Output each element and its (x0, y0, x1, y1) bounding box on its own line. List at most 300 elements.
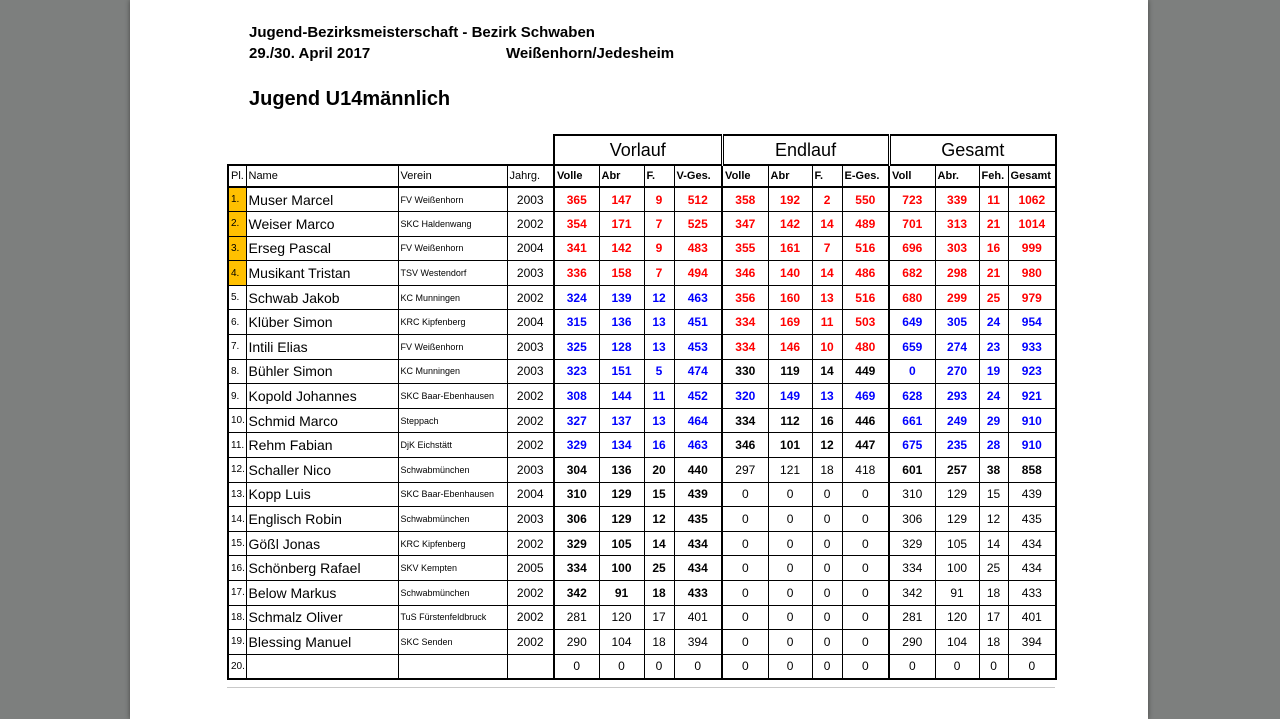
rank-cell: 1. (228, 187, 246, 212)
vorlauf-value-cell: 139 (599, 285, 644, 310)
vorlauf-value-cell: 151 (599, 359, 644, 384)
vorlauf-value-cell: 129 (599, 482, 644, 507)
year-cell: 2002 (507, 384, 554, 409)
gesamt-value-cell: 100 (935, 556, 979, 581)
gesamt-value-cell: 38 (979, 458, 1008, 483)
vorlauf-value-cell: 310 (554, 482, 599, 507)
gesamt-value-cell: 12 (979, 507, 1008, 532)
rank-cell: 3. (228, 236, 246, 261)
column-header-f-e: F. (812, 165, 842, 187)
gesamt-value-cell: 235 (935, 433, 979, 458)
gesamt-value-cell: 306 (889, 507, 935, 532)
vorlauf-value-cell: 7 (644, 261, 674, 286)
endlauf-value-cell: 2 (812, 187, 842, 212)
endlauf-value-cell: 112 (768, 408, 812, 433)
table-row (228, 433, 1056, 458)
gesamt-value-cell: 680 (889, 285, 935, 310)
club-cell: KC Munningen (398, 359, 507, 384)
gesamt-value-cell: 28 (979, 433, 1008, 458)
name-cell: Kopold Johannes (246, 384, 398, 409)
endlauf-value-cell: 14 (812, 212, 842, 237)
column-header-voll-g: Voll (889, 165, 935, 187)
year-cell: 2002 (507, 285, 554, 310)
vorlauf-value-cell: 171 (599, 212, 644, 237)
gesamt-value-cell: 249 (935, 408, 979, 433)
endlauf-value-cell: 320 (722, 384, 768, 409)
endlauf-value-cell: 0 (812, 630, 842, 655)
vorlauf-value-cell: 281 (554, 605, 599, 630)
gesamt-value-cell: 14 (979, 531, 1008, 556)
vorlauf-value-cell: 453 (674, 335, 722, 360)
document-title: Jugend-Bezirksmeisterschaft - Bezirk Schwaben (249, 24, 595, 41)
column-header-abr-g: Abr. (935, 165, 979, 187)
vorlauf-value-cell: 100 (599, 556, 644, 581)
gesamt-value-cell: 105 (935, 531, 979, 556)
year-cell: 2002 (507, 433, 554, 458)
vorlauf-value-cell: 435 (674, 507, 722, 532)
table-row (228, 212, 1056, 237)
endlauf-value-cell: 469 (842, 384, 889, 409)
gesamt-value-cell: 628 (889, 384, 935, 409)
club-cell: DjK Eichstätt (398, 433, 507, 458)
gesamt-value-cell: 23 (979, 335, 1008, 360)
gesamt-value-cell: 29 (979, 408, 1008, 433)
gesamt-value-cell: 394 (1008, 630, 1056, 655)
club-cell (398, 654, 507, 679)
endlauf-value-cell: 446 (842, 408, 889, 433)
vorlauf-value-cell: 334 (554, 556, 599, 581)
year-cell: 2004 (507, 310, 554, 335)
endlauf-value-cell: 0 (812, 507, 842, 532)
vorlauf-value-cell: 325 (554, 335, 599, 360)
endlauf-value-cell: 146 (768, 335, 812, 360)
endlauf-value-cell: 0 (812, 654, 842, 679)
club-cell: FV Weißenhorn (398, 335, 507, 360)
name-cell: Schaller Nico (246, 458, 398, 483)
endlauf-value-cell: 0 (842, 581, 889, 606)
endlauf-value-cell: 161 (768, 236, 812, 261)
group-header-endlauf: Endlauf (722, 135, 889, 165)
table-row (228, 581, 1056, 606)
endlauf-value-cell: 14 (812, 261, 842, 286)
vorlauf-value-cell: 13 (644, 408, 674, 433)
year-cell: 2002 (507, 408, 554, 433)
vorlauf-value-cell: 144 (599, 384, 644, 409)
gesamt-value-cell: 257 (935, 458, 979, 483)
endlauf-value-cell: 346 (722, 261, 768, 286)
endlauf-value-cell: 489 (842, 212, 889, 237)
vorlauf-value-cell: 136 (599, 458, 644, 483)
vorlauf-value-cell: 142 (599, 236, 644, 261)
endlauf-value-cell: 0 (842, 556, 889, 581)
gesamt-value-cell: 17 (979, 605, 1008, 630)
gesamt-value-cell: 16 (979, 236, 1008, 261)
column-header-eges: E-Ges. (842, 165, 889, 187)
endlauf-value-cell: 346 (722, 433, 768, 458)
endlauf-value-cell: 192 (768, 187, 812, 212)
category-title: Jugend U14männlich (249, 88, 451, 110)
gesamt-value-cell: 24 (979, 384, 1008, 409)
endlauf-value-cell: 18 (812, 458, 842, 483)
table-row (228, 384, 1056, 409)
rank-cell: 10. (228, 408, 246, 433)
name-cell (246, 654, 398, 679)
vorlauf-value-cell: 341 (554, 236, 599, 261)
gesamt-value-cell: 1014 (1008, 212, 1056, 237)
group-header-gesamt: Gesamt (889, 135, 1056, 165)
club-cell: SKV Kempten (398, 556, 507, 581)
gesamt-value-cell: 921 (1008, 384, 1056, 409)
vorlauf-value-cell: 25 (644, 556, 674, 581)
rank-cell: 17. (228, 581, 246, 606)
vorlauf-value-cell: 324 (554, 285, 599, 310)
gesamt-value-cell: 342 (889, 581, 935, 606)
endlauf-value-cell: 0 (812, 605, 842, 630)
gesamt-value-cell: 303 (935, 236, 979, 261)
gesamt-value-cell: 933 (1008, 335, 1056, 360)
endlauf-value-cell: 0 (842, 630, 889, 655)
year-cell: 2002 (507, 605, 554, 630)
endlauf-value-cell: 0 (812, 482, 842, 507)
endlauf-value-cell: 347 (722, 212, 768, 237)
gesamt-value-cell: 858 (1008, 458, 1056, 483)
endlauf-value-cell: 0 (768, 482, 812, 507)
gesamt-value-cell: 313 (935, 212, 979, 237)
table-row (228, 261, 1056, 286)
name-cell: Bühler Simon (246, 359, 398, 384)
year-cell: 2003 (507, 187, 554, 212)
year-cell: 2003 (507, 335, 554, 360)
table-row (228, 187, 1056, 212)
gesamt-value-cell: 701 (889, 212, 935, 237)
group-header-row (228, 135, 1056, 165)
vorlauf-value-cell: 308 (554, 384, 599, 409)
club-cell: Schwabmünchen (398, 581, 507, 606)
rank-cell: 16. (228, 556, 246, 581)
table-row (228, 482, 1056, 507)
endlauf-value-cell: 0 (722, 605, 768, 630)
gesamt-value-cell: 923 (1008, 359, 1056, 384)
year-cell: 2003 (507, 359, 554, 384)
endlauf-value-cell: 0 (768, 556, 812, 581)
vorlauf-value-cell: 329 (554, 433, 599, 458)
vorlauf-value-cell: 342 (554, 581, 599, 606)
vorlauf-value-cell: 5 (644, 359, 674, 384)
club-cell: KC Munningen (398, 285, 507, 310)
year-cell: 2002 (507, 630, 554, 655)
club-cell: SKC Baar-Ebenhausen (398, 384, 507, 409)
endlauf-value-cell: 480 (842, 335, 889, 360)
rank-cell: 12. (228, 458, 246, 483)
year-cell: 2003 (507, 507, 554, 532)
endlauf-value-cell: 16 (812, 408, 842, 433)
vorlauf-value-cell: 452 (674, 384, 722, 409)
column-header-feh-g: Feh. (979, 165, 1008, 187)
gesamt-value-cell: 298 (935, 261, 979, 286)
vorlauf-value-cell: 12 (644, 507, 674, 532)
vorlauf-value-cell: 14 (644, 531, 674, 556)
endlauf-value-cell: 355 (722, 236, 768, 261)
vorlauf-value-cell: 18 (644, 630, 674, 655)
gesamt-value-cell: 439 (1008, 482, 1056, 507)
club-cell: FV Weißenhorn (398, 187, 507, 212)
vorlauf-value-cell: 336 (554, 261, 599, 286)
name-cell: Englisch Robin (246, 507, 398, 532)
vorlauf-value-cell: 12 (644, 285, 674, 310)
gesamt-value-cell: 120 (935, 605, 979, 630)
endlauf-value-cell: 13 (812, 285, 842, 310)
club-cell: TuS Fürstenfeldbruck (398, 605, 507, 630)
gesamt-value-cell: 25 (979, 285, 1008, 310)
vorlauf-value-cell: 440 (674, 458, 722, 483)
document-page (130, 0, 1148, 719)
endlauf-value-cell: 0 (768, 654, 812, 679)
gesamt-value-cell: 15 (979, 482, 1008, 507)
vorlauf-value-cell: 434 (674, 556, 722, 581)
vorlauf-value-cell: 365 (554, 187, 599, 212)
gesamt-value-cell: 0 (889, 654, 935, 679)
endlauf-value-cell: 0 (722, 581, 768, 606)
endlauf-value-cell: 418 (842, 458, 889, 483)
rank-cell: 7. (228, 335, 246, 360)
endlauf-value-cell: 0 (842, 531, 889, 556)
endlauf-value-cell: 140 (768, 261, 812, 286)
gesamt-value-cell: 25 (979, 556, 1008, 581)
gesamt-value-cell: 601 (889, 458, 935, 483)
gesamt-value-cell: 24 (979, 310, 1008, 335)
name-cell: Weiser Marco (246, 212, 398, 237)
vorlauf-value-cell: 483 (674, 236, 722, 261)
vorlauf-value-cell: 15 (644, 482, 674, 507)
gesamt-value-cell: 434 (1008, 531, 1056, 556)
gesamt-value-cell: 979 (1008, 285, 1056, 310)
gesamt-value-cell: 305 (935, 310, 979, 335)
endlauf-value-cell: 149 (768, 384, 812, 409)
gesamt-value-cell: 334 (889, 556, 935, 581)
column-header-row (228, 165, 1056, 187)
year-cell: 2004 (507, 482, 554, 507)
name-cell: Schmid Marco (246, 408, 398, 433)
gesamt-value-cell: 696 (889, 236, 935, 261)
endlauf-value-cell: 356 (722, 285, 768, 310)
endlauf-value-cell: 0 (722, 556, 768, 581)
gesamt-value-cell: 0 (979, 654, 1008, 679)
column-header-volle-v: Volle (554, 165, 599, 187)
year-cell: 2002 (507, 531, 554, 556)
endlauf-value-cell: 160 (768, 285, 812, 310)
vorlauf-value-cell: 0 (554, 654, 599, 679)
vorlauf-value-cell: 136 (599, 310, 644, 335)
name-cell: Schwab Jakob (246, 285, 398, 310)
endlauf-value-cell: 0 (768, 581, 812, 606)
vorlauf-value-cell: 439 (674, 482, 722, 507)
table-row (228, 285, 1056, 310)
endlauf-value-cell: 503 (842, 310, 889, 335)
club-cell: FV Weißenhorn (398, 236, 507, 261)
table-row (228, 310, 1056, 335)
vorlauf-value-cell: 104 (599, 630, 644, 655)
rank-cell: 18. (228, 605, 246, 630)
table-row (228, 605, 1056, 630)
gesamt-value-cell: 329 (889, 531, 935, 556)
club-cell: KRC Kipfenberg (398, 310, 507, 335)
endlauf-value-cell: 358 (722, 187, 768, 212)
club-cell: Schwabmünchen (398, 458, 507, 483)
table-row (228, 556, 1056, 581)
name-cell: Schönberg Rafael (246, 556, 398, 581)
vorlauf-value-cell: 306 (554, 507, 599, 532)
endlauf-value-cell: 0 (722, 482, 768, 507)
vorlauf-value-cell: 20 (644, 458, 674, 483)
column-header-verein: Verein (398, 165, 507, 187)
vorlauf-value-cell: 304 (554, 458, 599, 483)
name-cell: Kopp Luis (246, 482, 398, 507)
endlauf-value-cell: 0 (768, 630, 812, 655)
vorlauf-value-cell: 7 (644, 212, 674, 237)
table-row (228, 531, 1056, 556)
column-header-pl: Pl. (228, 165, 246, 187)
endlauf-value-cell: 0 (842, 507, 889, 532)
gesamt-value-cell: 18 (979, 581, 1008, 606)
vorlauf-value-cell: 525 (674, 212, 722, 237)
table-row (228, 236, 1056, 261)
endlauf-value-cell: 0 (842, 482, 889, 507)
vorlauf-value-cell: 433 (674, 581, 722, 606)
gesamt-value-cell: 129 (935, 507, 979, 532)
endlauf-value-cell: 10 (812, 335, 842, 360)
gesamt-value-cell: 910 (1008, 433, 1056, 458)
endlauf-value-cell: 101 (768, 433, 812, 458)
vorlauf-value-cell: 463 (674, 433, 722, 458)
endlauf-value-cell: 0 (842, 605, 889, 630)
column-header-vges: V-Ges. (674, 165, 722, 187)
gesamt-value-cell: 104 (935, 630, 979, 655)
year-cell: 2004 (507, 236, 554, 261)
vorlauf-value-cell: 16 (644, 433, 674, 458)
name-cell: Muser Marcel (246, 187, 398, 212)
table-row (228, 630, 1056, 655)
endlauf-value-cell: 516 (842, 236, 889, 261)
name-cell: Blessing Manuel (246, 630, 398, 655)
gesamt-value-cell: 980 (1008, 261, 1056, 286)
rank-cell: 4. (228, 261, 246, 286)
document-subtitle (249, 45, 675, 62)
gesamt-value-cell: 433 (1008, 581, 1056, 606)
name-cell: Klüber Simon (246, 310, 398, 335)
vorlauf-value-cell: 512 (674, 187, 722, 212)
endlauf-value-cell: 0 (812, 531, 842, 556)
gesamt-value-cell: 661 (889, 408, 935, 433)
gesamt-value-cell: 293 (935, 384, 979, 409)
gesamt-value-cell: 910 (1008, 408, 1056, 433)
endlauf-value-cell: 12 (812, 433, 842, 458)
group-header-spacer (228, 135, 554, 165)
group-header-vorlauf: Vorlauf (554, 135, 722, 165)
endlauf-value-cell: 297 (722, 458, 768, 483)
gesamt-value-cell: 434 (1008, 556, 1056, 581)
vorlauf-value-cell: 329 (554, 531, 599, 556)
club-cell: Steppach (398, 408, 507, 433)
column-header-abr-v: Abr (599, 165, 644, 187)
endlauf-value-cell: 0 (722, 507, 768, 532)
column-header-f-v: F. (644, 165, 674, 187)
vorlauf-value-cell: 91 (599, 581, 644, 606)
gesamt-value-cell: 1062 (1008, 187, 1056, 212)
endlauf-value-cell: 0 (768, 531, 812, 556)
year-cell: 2002 (507, 581, 554, 606)
gesamt-value-cell: 723 (889, 187, 935, 212)
gesamt-value-cell: 270 (935, 359, 979, 384)
vorlauf-value-cell: 0 (599, 654, 644, 679)
table-row (228, 335, 1056, 360)
vorlauf-value-cell: 105 (599, 531, 644, 556)
vorlauf-value-cell: 128 (599, 335, 644, 360)
club-cell: KRC Kipfenberg (398, 531, 507, 556)
endlauf-value-cell: 486 (842, 261, 889, 286)
vorlauf-value-cell: 13 (644, 335, 674, 360)
vorlauf-value-cell: 9 (644, 187, 674, 212)
endlauf-value-cell: 334 (722, 335, 768, 360)
gesamt-value-cell: 649 (889, 310, 935, 335)
vorlauf-value-cell: 0 (644, 654, 674, 679)
gesamt-value-cell: 999 (1008, 236, 1056, 261)
vorlauf-value-cell: 129 (599, 507, 644, 532)
vorlauf-value-cell: 463 (674, 285, 722, 310)
vorlauf-value-cell: 434 (674, 531, 722, 556)
gesamt-value-cell: 0 (935, 654, 979, 679)
gesamt-value-cell: 0 (1008, 654, 1056, 679)
gesamt-value-cell: 290 (889, 630, 935, 655)
name-cell: Erseg Pascal (246, 236, 398, 261)
rank-cell: 11. (228, 433, 246, 458)
gesamt-value-cell: 675 (889, 433, 935, 458)
rank-cell: 8. (228, 359, 246, 384)
rank-cell: 6. (228, 310, 246, 335)
gesamt-value-cell: 435 (1008, 507, 1056, 532)
year-cell: 2002 (507, 212, 554, 237)
gesamt-value-cell: 954 (1008, 310, 1056, 335)
table-row (228, 654, 1056, 679)
endlauf-value-cell: 11 (812, 310, 842, 335)
endlauf-value-cell: 0 (768, 507, 812, 532)
club-cell: SKC Baar-Ebenhausen (398, 482, 507, 507)
column-header-jahrg: Jahrg. (507, 165, 554, 187)
vorlauf-value-cell: 451 (674, 310, 722, 335)
vorlauf-value-cell: 394 (674, 630, 722, 655)
endlauf-value-cell: 0 (812, 556, 842, 581)
gesamt-value-cell: 21 (979, 261, 1008, 286)
vorlauf-value-cell: 494 (674, 261, 722, 286)
endlauf-value-cell: 447 (842, 433, 889, 458)
rank-cell: 9. (228, 384, 246, 409)
column-header-name: Name (246, 165, 398, 187)
vorlauf-value-cell: 120 (599, 605, 644, 630)
year-cell: 2005 (507, 556, 554, 581)
event-date: 29./30. April 2017 (249, 45, 371, 62)
results-table (227, 134, 1057, 680)
name-cell: Below Markus (246, 581, 398, 606)
rank-cell: 2. (228, 212, 246, 237)
year-cell: 2003 (507, 458, 554, 483)
club-cell: Schwabmünchen (398, 507, 507, 532)
gesamt-value-cell: 21 (979, 212, 1008, 237)
endlauf-value-cell: 121 (768, 458, 812, 483)
rank-cell: 13. (228, 482, 246, 507)
endlauf-value-cell: 330 (722, 359, 768, 384)
table-row (228, 408, 1056, 433)
rank-cell: 19. (228, 630, 246, 655)
column-header-volle-e: Volle (722, 165, 768, 187)
